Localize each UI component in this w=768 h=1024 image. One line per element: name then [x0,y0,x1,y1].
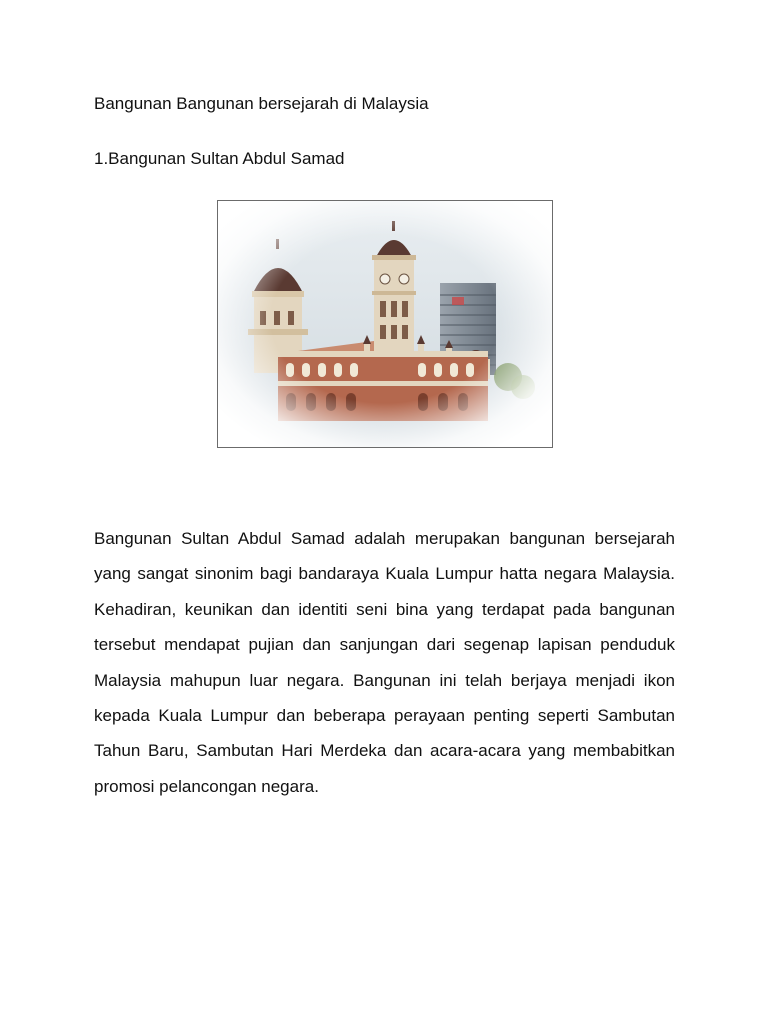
section-heading: 1.Bangunan Sultan Abdul Samad [94,149,345,168]
building-photo-drawing [218,201,552,447]
building-photo [217,200,553,448]
document-title: Bangunan Bangunan bersejarah di Malaysia [94,94,429,113]
body-paragraph: Bangunan Sultan Abdul Samad adalah merupakan bangunan bersejarah yang sangat sinonim bagi bandaraya Kuala Lumpur hatta negara Malaysia. Kehadiran, keunikan dan identiti seni bina yang terdapat pada bangunan tersebut mendapat pujian dan sanjungan dari segenap lapisan penduduk Malaysia mahupun luar negara. Bangunan ini telah berjaya menjadi ikon kepada Kuala Lumpur dan beberapa perayaan penting seperti Sambutan Tahun Baru, Sambutan Hari Merdeka dan acara-acara yang membabitkan promosi pelancongan negara. [94,529,675,796]
